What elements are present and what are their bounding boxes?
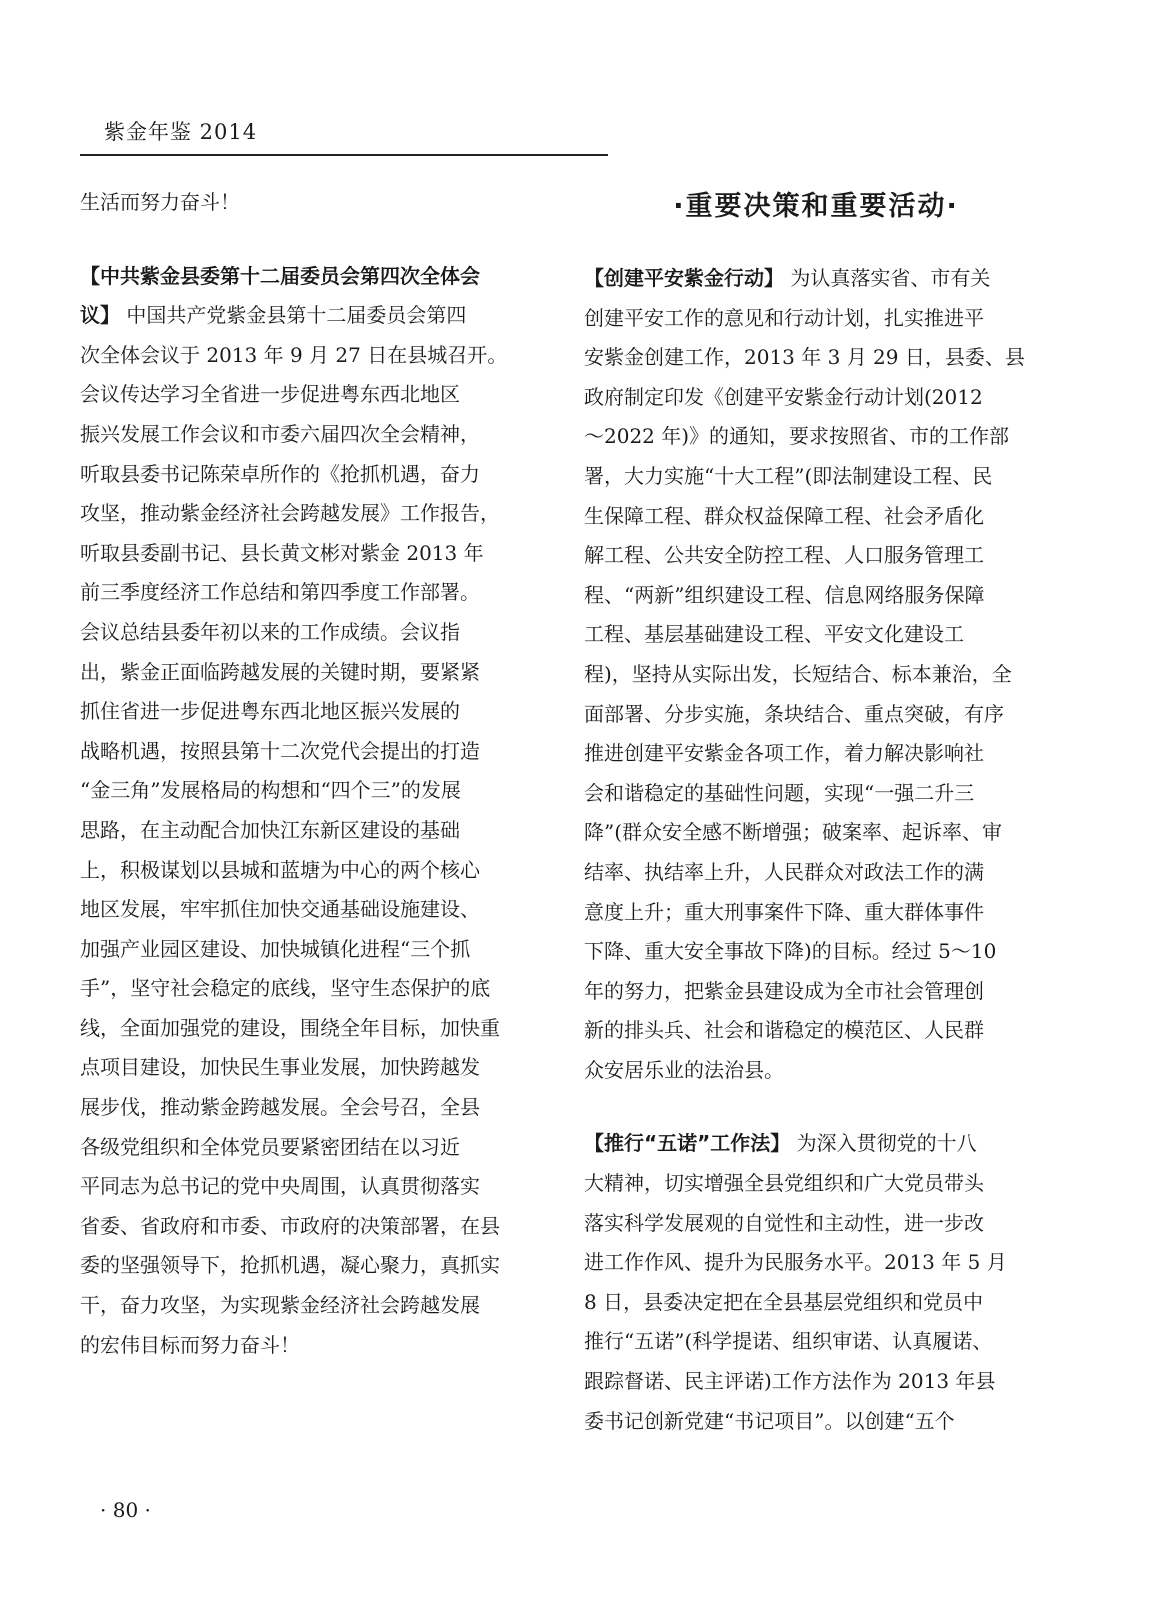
body-line: 点项目建设，加快民生事业发展，加快跨越发: [80, 1055, 480, 1080]
page-number: · 80 ·: [100, 1498, 151, 1522]
body-line: 会和谐稳定的基础性问题，实现“一强二升三: [584, 780, 975, 805]
body-line: 平同志为总书记的党中央周围，认真贯彻落实: [80, 1174, 480, 1199]
body-line: 战略机遇，按照县第十二次党代会提出的打造: [80, 738, 480, 763]
running-header-title: 紫金年鉴 2014: [104, 120, 258, 144]
article-body: [80, 336, 536, 1365]
body-line: 安紫金创建工作，2013 年 3 月 29 日，县委、县: [584, 345, 1025, 370]
body-line: [80, 296, 536, 336]
body-line: 次全体会议于 2013 年 9 月 27 日在县城召开。: [80, 342, 508, 367]
body-line: 推进创建平安紫金各项工作，着力解决影响社: [584, 741, 984, 766]
body-line: 上，积极谋划以县城和蓝塘为中心的两个核心: [80, 857, 480, 882]
body-line: 下降、重大安全事故下降)的目标。经过 5～10: [584, 939, 997, 964]
body-line: 降”(群众安全感不断增强；破案率、起诉率、审: [584, 820, 1003, 845]
body-line: 出，紫金正面临跨越发展的关键时期，要紧紧: [80, 659, 480, 684]
body-line: 解工程、公共安全防控工程、人口服务管理工: [584, 543, 984, 568]
article-heading: 【推行“五诺”工作法】: [584, 1131, 791, 1156]
body-line: 展步伐，推动紫金跨越发展。全会号召，全县: [80, 1095, 480, 1120]
body-line: 省委、省政府和市委、市政府的决策部署，在县: [80, 1213, 500, 1238]
body-line: 政府制定印发《创建平安紫金行动计划(2012: [584, 384, 983, 409]
body-line: 创建平安工作的意见和行动计划，扎实推进平: [584, 305, 984, 330]
body-line: 委书记创新党建“书记项目”。以创建“五个: [584, 1408, 955, 1433]
body-line: 新的排头兵、社会和谐稳定的模范区、人民群: [584, 1018, 984, 1043]
body-line: 委的坚强领导下，抢抓机遇，凝心聚力，真抓实: [80, 1253, 500, 1278]
body-line: 加强产业园区建设、加快城镇化进程“三个抓: [80, 936, 471, 961]
body-line: 结率、执结率上升，人民群众对政法工作的满: [584, 859, 984, 884]
body-line: 线，全面加强党的建设，围绕全年目标，加快重: [80, 1015, 500, 1040]
body-line: 进工作作风、提升为民服务水平。2013 年 5 月: [584, 1250, 1007, 1275]
article-body: [584, 1164, 1048, 1441]
article-body: [584, 299, 1048, 1091]
body-line: 工程、基层基础建设工程、平安文化建设工: [584, 622, 964, 647]
body-line: 意度上升；重大刑事案件下降、重大群体事件: [584, 899, 984, 924]
body-line: 署，大力实施“十大工程”(即法制建设工程、民: [584, 463, 993, 488]
body-line: “金三角”发展格局的构想和“四个三”的发展: [80, 778, 461, 803]
body-line: 抓住省进一步促进粤东西北地区振兴发展的: [80, 699, 460, 724]
article-heading: 【创建平安紫金行动】: [584, 266, 784, 290]
body-line: 年的努力，把紫金县建设成为全市社会管理创: [584, 978, 984, 1003]
body-line: 的宏伟目标而努力奋斗！: [80, 1332, 300, 1357]
continued-text-line: 生活而努力奋斗！: [80, 190, 240, 214]
body-line: 跟踪督诺、民主评诺)工作方法作为 2013 年县: [584, 1369, 996, 1394]
body-line: 各级党组织和全体党员要紧密团结在以习近: [80, 1134, 460, 1159]
body-line: 大精神，切实增强全县党组织和广大党员带头: [584, 1171, 984, 1196]
body-line: 前三季度经济工作总结和第四季度工作部署。: [80, 580, 480, 605]
body-line: 程、“两新”组织建设工程、信息网络服务保障: [584, 582, 985, 607]
body-text: 为深入贯彻党的十八: [790, 1131, 977, 1156]
body-line: [584, 1124, 1048, 1164]
body-line: 生保障工程、群众权益保障工程、社会矛盾化: [584, 503, 984, 528]
right-column: [584, 183, 1048, 1441]
body-line: 会议总结县委年初以来的工作成绩。会议指: [80, 619, 460, 644]
body-line: 思路，在主动配合加快江东新区建设的基础: [80, 817, 460, 842]
article-heading-end: 议】: [80, 303, 120, 328]
body-line: 众安居乐业的法治县。: [584, 1057, 784, 1082]
body-line: 8 日，县委决定把在全县基层党组织和党员中: [584, 1289, 984, 1314]
body-line: 振兴发展工作会议和市委六届四次全会精神，: [80, 421, 480, 446]
body-line: 程)，坚持从实际出发，长短结合、标本兼治，全: [584, 661, 1012, 686]
body-line: 手”，坚守社会稳定的底线，坚守生态保护的底: [80, 976, 491, 1001]
body-line: 听取县委书记陈荣卓所作的《抢抓机遇，奋力: [80, 461, 480, 486]
body-line: 地区发展，牢牢抓住加快交通基础设施建设、: [80, 897, 480, 922]
body-line: 干，奋力攻坚，为实现紫金经济社会跨越发展: [80, 1293, 480, 1318]
body-line: 攻坚，推动紫金经济社会跨越发展》工作报告，: [80, 501, 500, 526]
body-line: [584, 259, 1048, 299]
body-line: 推行“五诺”(科学提诺、组织审诺、认真履诺、: [584, 1329, 993, 1354]
article-heading-line: [80, 257, 536, 297]
body-line: 听取县委副书记、县长黄文彬对紫金 2013 年: [80, 540, 484, 565]
left-column: [80, 183, 536, 1365]
body-line: ～2022 年)》的通知，要求按照省、市的工作部: [584, 424, 1010, 449]
body-text: 中国共产党紫金县第十二届委员会第四: [120, 303, 467, 328]
body-line: 落实科学发展观的自觉性和主动性，进一步改: [584, 1210, 984, 1235]
article-heading: 【中共紫金县委第十二届委员会第四次全体会: [80, 263, 480, 288]
section-title: ·重要决策和重要活动·: [673, 191, 959, 222]
body-line: 面部署、分步实施，条块结合、重点突破，有序: [584, 701, 1004, 726]
body-line: 会议传达学习全省进一步促进粤东西北地区: [80, 382, 460, 407]
body-text: 为认真落实省、市有关: [784, 266, 991, 290]
header-rule: [80, 154, 608, 156]
